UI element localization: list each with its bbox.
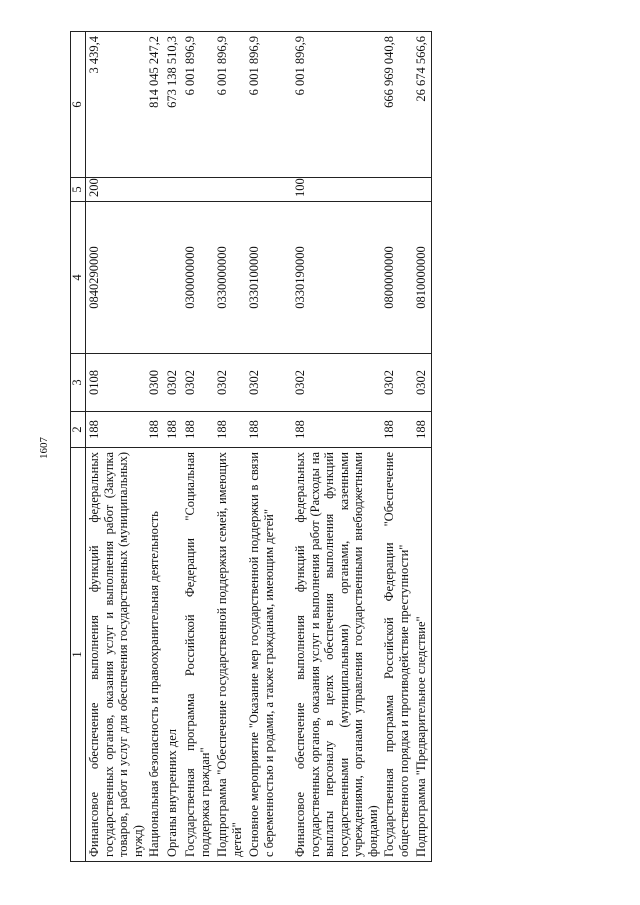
row-ved: 188 xyxy=(164,412,182,448)
row-ved: 188 xyxy=(146,412,164,448)
row-sum: 666 969 040,8 xyxy=(381,32,413,178)
header-cell: 4 xyxy=(71,202,86,354)
row-ved: 188 xyxy=(292,412,381,448)
row-name: Финансовое обеспечение выполнения функций федеральных государственных органов, оказания услуг и выполнения работ (Закупка товаров, работ и услуг для обеспечения государственных (муниципальных) нужд) xyxy=(86,448,147,862)
header-cell: 6 xyxy=(71,32,86,178)
row-name: Подпрограмма "Обеспечение государственной поддержки семей, имеющих детей" xyxy=(214,448,246,862)
row-name: Государственная программа Российской Федерации "Обеспечение общественного порядка и противодействие преступности" xyxy=(381,448,413,862)
row-vr: 100 xyxy=(292,178,381,202)
row-csr xyxy=(146,202,164,354)
row-rzpr: 0108 xyxy=(86,354,147,412)
row-name: Основное мероприятие "Оказание мер государственной поддержки в связи с беременностью и родами, а также гражданам, имеющим детей" xyxy=(246,448,292,862)
row-csr: 0300000000 xyxy=(182,202,214,354)
row-rzpr: 0302 xyxy=(246,354,292,412)
row-ved: 188 xyxy=(413,412,432,448)
table-row xyxy=(86,32,147,862)
row-rzpr: 0300 xyxy=(146,354,164,412)
row-vr xyxy=(413,178,432,202)
row-sum: 6 001 896,9 xyxy=(182,32,214,178)
row-vr xyxy=(214,178,246,202)
header-row xyxy=(71,32,86,862)
row-vr xyxy=(164,178,182,202)
row-ved: 188 xyxy=(214,412,246,448)
row-vr xyxy=(246,178,292,202)
row-ved: 188 xyxy=(381,412,413,448)
table-row xyxy=(164,32,182,862)
row-vr xyxy=(146,178,164,202)
row-sum: 814 045 247,2 xyxy=(146,32,164,178)
row-csr: 0330190000 xyxy=(292,202,381,354)
header-cell: 5 xyxy=(71,178,86,202)
table-row xyxy=(246,32,292,862)
table-row xyxy=(413,32,432,862)
row-csr: 0840290000 xyxy=(86,202,147,354)
table-row xyxy=(214,32,246,862)
row-rzpr: 0302 xyxy=(381,354,413,412)
budget-table-rotated xyxy=(70,32,590,862)
row-vr xyxy=(182,178,214,202)
row-csr: 0810000000 xyxy=(413,202,432,354)
row-csr xyxy=(164,202,182,354)
table-row xyxy=(381,32,413,862)
row-name: Национальная безопасность и правоохранительная деятельность xyxy=(146,448,164,862)
table-row xyxy=(292,32,381,862)
row-rzpr: 0302 xyxy=(292,354,381,412)
row-name: Подпрограмма "Предварительное следствие" xyxy=(413,448,432,862)
page-number: 1607 xyxy=(38,437,50,459)
row-rzpr: 0302 xyxy=(214,354,246,412)
row-sum: 26 674 566,6 xyxy=(413,32,432,178)
row-csr: 0330000000 xyxy=(214,202,246,354)
row-vr: 200 xyxy=(86,178,147,202)
row-csr: 0330100000 xyxy=(246,202,292,354)
row-vr xyxy=(381,178,413,202)
row-name: Государственная программа Российской Федерации "Социальная поддержка граждан" xyxy=(182,448,214,862)
row-ved: 188 xyxy=(86,412,147,448)
row-csr: 0800000000 xyxy=(381,202,413,354)
row-sum: 3 439,4 xyxy=(86,32,147,178)
header-cell: 2 xyxy=(71,412,86,448)
row-sum: 6 001 896,9 xyxy=(292,32,381,178)
row-rzpr: 0302 xyxy=(413,354,432,412)
table-row xyxy=(182,32,214,862)
row-name: Финансовое обеспечение выполнения функций федеральных государственных органов, оказания услуг и выполнения работ (Расходы на выплаты персоналу в целях обеспечения выполнения функций государственными (муниципальными) органами, казенными учреждениями, органами управления государственными внебюджетными фондами) xyxy=(292,448,381,862)
row-rzpr: 0302 xyxy=(182,354,214,412)
row-sum: 6 001 896,9 xyxy=(214,32,246,178)
budget-table xyxy=(70,31,432,862)
header-cell: 3 xyxy=(71,354,86,412)
row-name: Органы внутренних дел xyxy=(164,448,182,862)
row-ved: 188 xyxy=(246,412,292,448)
row-sum: 673 138 510,3 xyxy=(164,32,182,178)
row-rzpr: 0302 xyxy=(164,354,182,412)
table-row xyxy=(146,32,164,862)
row-sum: 6 001 896,9 xyxy=(246,32,292,178)
row-ved: 188 xyxy=(182,412,214,448)
header-cell: 1 xyxy=(71,448,86,862)
